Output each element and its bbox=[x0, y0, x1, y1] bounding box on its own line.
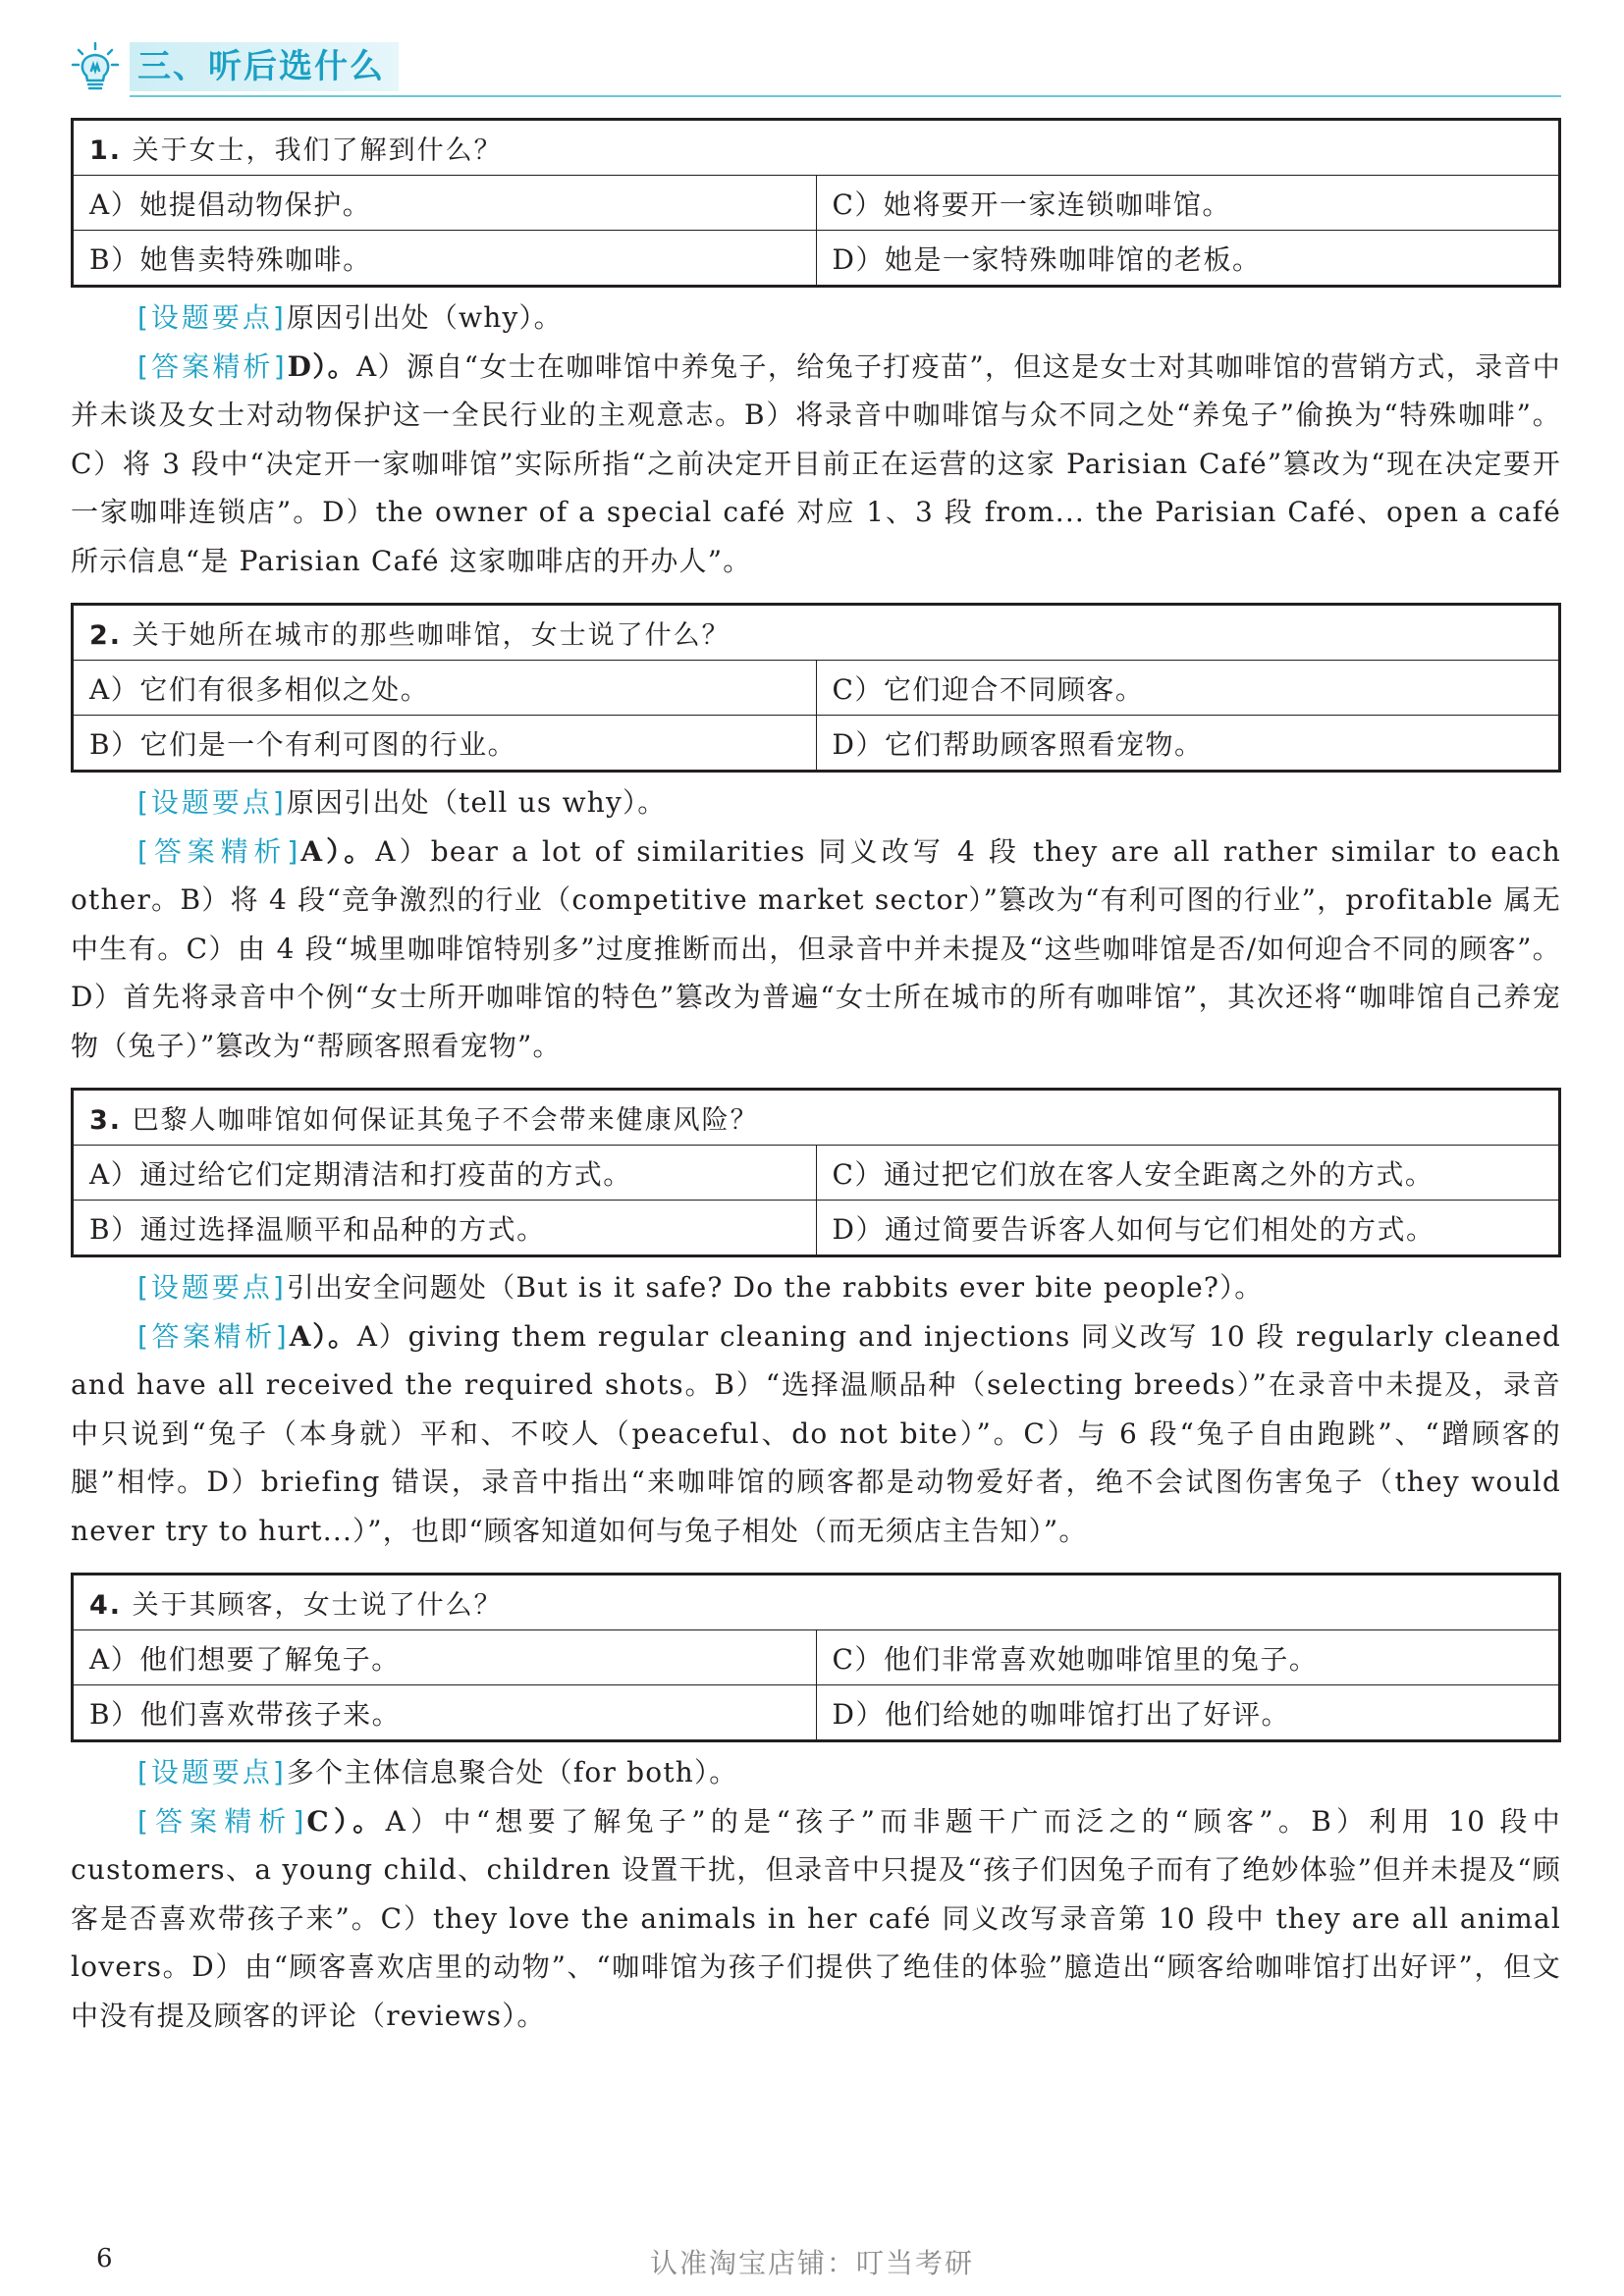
option-c: C）它们迎合不同顾客。 bbox=[816, 661, 1560, 716]
footer-watermark: 认准淘宝店铺：叮当考研 bbox=[649, 2247, 974, 2279]
key-point-text: 多个主体信息聚合处（for both）。 bbox=[286, 1756, 738, 1789]
option-a: A）它们有很多相似之处。 bbox=[73, 661, 817, 716]
option-b: B）她售卖特殊咖啡。 bbox=[73, 231, 817, 287]
question-number: 2. bbox=[89, 620, 123, 651]
question-table bbox=[71, 1088, 1561, 1257]
analysis-label: [答案精析] bbox=[137, 834, 301, 868]
key-point-text: 原因引出处（why）。 bbox=[286, 301, 563, 334]
answer-analysis bbox=[71, 828, 1561, 1071]
section-header bbox=[71, 39, 1561, 100]
key-point-label: [设题要点] bbox=[137, 786, 287, 819]
answer-letter: D）。 bbox=[287, 349, 356, 383]
question-stem bbox=[73, 1090, 1560, 1146]
question-4 bbox=[71, 1573, 1561, 2040]
analysis-text: A）bear a lot of similarities 同义改写 4 段 they are all rather similar to each other。B）将 4 段“竞争激烈的行业（competitive market sector）”篡改为“有利可图的行业”，profitable 属无中生有。C）由 4 段“城里咖啡馆特别多”过度推断而出，但录音中并未提及“这些咖啡馆是否/如何迎合不同的顾客”。D）首先将录音中个例“女士所开咖啡馆的特色”篡改为普遍“女士所在城市的所有咖啡馆”，其次还将“咖啡馆自己养宠物（兔子）”篡改为“帮顾客照看宠物”。 bbox=[71, 834, 1561, 1062]
option-d: D）他们给她的咖啡馆打出了好评。 bbox=[816, 1685, 1560, 1741]
option-a: A）通过给它们定期清洁和打疫苗的方式。 bbox=[73, 1146, 817, 1201]
key-point-text: 引出安全问题处（But is it safe? Do the rabbits ever bite people?）。 bbox=[286, 1271, 1264, 1304]
header-rule bbox=[130, 95, 1561, 97]
key-point bbox=[71, 294, 1561, 343]
question-stem bbox=[73, 1575, 1560, 1630]
question-table bbox=[71, 1573, 1561, 1742]
lightbulb-icon bbox=[71, 41, 120, 94]
key-point-label: [设题要点] bbox=[137, 301, 287, 334]
question-text: 巴黎人咖啡馆如何保证其兔子不会带来健康风险？ bbox=[132, 1105, 759, 1136]
option-b: B）他们喜欢带孩子来。 bbox=[73, 1685, 817, 1741]
answer-analysis bbox=[71, 1312, 1561, 1556]
question-text: 关于她所在城市的那些咖啡馆，女士说了什么？ bbox=[132, 620, 731, 651]
key-point-text: 原因引出处（tell us why）。 bbox=[286, 786, 667, 819]
option-c: C）他们非常喜欢她咖啡馆里的兔子。 bbox=[816, 1630, 1560, 1685]
analysis-label: [答案精析] bbox=[137, 349, 288, 383]
question-table bbox=[71, 118, 1561, 288]
question-number: 3. bbox=[89, 1105, 123, 1136]
page-number: 6 bbox=[96, 2244, 113, 2273]
question-stem bbox=[73, 605, 1560, 661]
question-1 bbox=[71, 118, 1561, 585]
analysis-text: A）中“想要了解兔子”的是“孩子”而非题干广而泛之的“顾客”。B）利用 10 段中 customers、a young child、children 设置干扰，但录音中只提及“孩子们因兔子而有了绝妙体验”但并未提及“顾客是否喜欢带孩子来”。C）they love the animals in her café 同义改写录音第 10 段中 they are all animal lovers。D）由“顾客喜欢店里的动物”、“咖啡馆为孩子们提供了绝佳的体验”臆造出“顾客给咖啡馆打出好评”，但文中没有提及顾客的评论（reviews）。 bbox=[71, 1804, 1561, 2032]
question-stem bbox=[73, 120, 1560, 176]
question-3 bbox=[71, 1088, 1561, 1555]
key-point bbox=[71, 1748, 1561, 1797]
answer-letter: A）。 bbox=[289, 1319, 357, 1353]
key-point-label: [设题要点] bbox=[137, 1756, 287, 1789]
analysis-text: A）源自“女士在咖啡馆中养兔子，给兔子打疫苗”，但这是女士对其咖啡馆的营销方式，录音中并未谈及女士对动物保护这一全民行业的主观意志。B）将录音中咖啡馆与众不同之处“养兔子”偷换为“特殊咖啡”。C）将 3 段中“决定开一家咖啡馆”实际所指“之前决定开目前正在运营的这家 Parisian Café”篡改为“现在决定要开一家咖啡连锁店”。D）the owner of a special café 对应 1、3 段 from... the Parisian Café、open a café 所示信息“是 Parisian Café 这家咖啡店的开办人”。 bbox=[71, 349, 1561, 577]
page bbox=[71, 39, 1561, 2040]
question-number: 4. bbox=[89, 1590, 123, 1621]
option-a: A）他们想要了解兔子。 bbox=[73, 1630, 817, 1685]
answer-analysis bbox=[71, 343, 1561, 586]
answer-letter: A）。 bbox=[300, 834, 376, 868]
option-c: C）她将要开一家连锁咖啡馆。 bbox=[816, 176, 1560, 231]
option-d: D）她是一家特殊咖啡馆的老板。 bbox=[816, 231, 1560, 287]
option-d: D）它们帮助顾客照看宠物。 bbox=[816, 716, 1560, 772]
analysis-text: A）giving them regular cleaning and injections 同义改写 10 段 regularly cleaned and have all received the required shots。B）“选择温顺品种（selecting breeds）”在录音中未提及，录音中只说到“兔子（本身就）平和、不咬人（peaceful、do not bite）”。C）与 6 段“兔子自由跑跳”、“蹭顾客的腿”相悖。D）briefing 错误，录音中指出“来咖啡馆的顾客都是动物爱好者，绝不会试图伤害兔子（they would never try to hurt...）”，也即“顾客知道如何与兔子相处（而无须店主告知）”。 bbox=[71, 1319, 1562, 1547]
option-b: B）通过选择温顺平和品种的方式。 bbox=[73, 1201, 817, 1256]
question-2 bbox=[71, 603, 1561, 1070]
key-point-label: [设题要点] bbox=[137, 1271, 287, 1304]
option-c: C）通过把它们放在客人安全距离之外的方式。 bbox=[816, 1146, 1560, 1201]
answer-letter: C）。 bbox=[306, 1804, 386, 1838]
question-number: 1. bbox=[89, 135, 123, 166]
analysis-label: [答案精析] bbox=[137, 1319, 290, 1353]
section-title: 三、听后选什么 bbox=[130, 42, 399, 91]
answer-analysis bbox=[71, 1797, 1561, 2041]
key-point bbox=[71, 1263, 1561, 1312]
question-text: 关于女士，我们了解到什么？ bbox=[132, 135, 503, 166]
option-b: B）它们是一个有利可图的行业。 bbox=[73, 716, 817, 772]
question-table bbox=[71, 603, 1561, 773]
option-a: A）她提倡动物保护。 bbox=[73, 176, 817, 231]
question-text: 关于其顾客，女士说了什么？ bbox=[132, 1590, 503, 1621]
analysis-label: [答案精析] bbox=[137, 1804, 307, 1838]
key-point bbox=[71, 778, 1561, 828]
option-d: D）通过简要告诉客人如何与它们相处的方式。 bbox=[816, 1201, 1560, 1256]
